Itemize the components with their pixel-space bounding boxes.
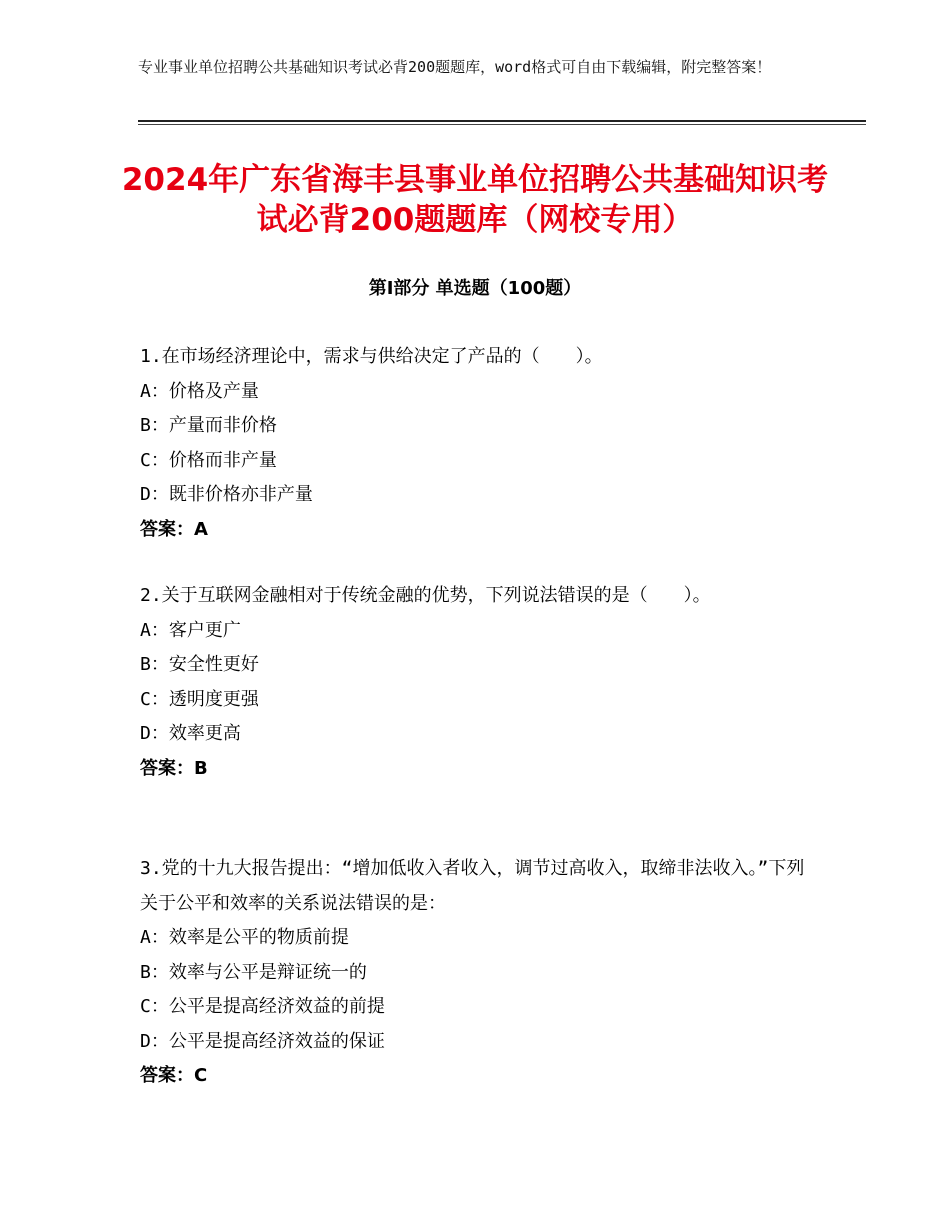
option-a: A：客户更广 xyxy=(140,619,241,641)
question-2 xyxy=(140,579,820,786)
answer-value: B xyxy=(194,757,208,779)
answer-label: 答案： xyxy=(140,518,194,540)
option-b: B：产量而非价格 xyxy=(140,415,277,436)
question-1 xyxy=(140,340,820,547)
option-d: D：效率更高 xyxy=(140,723,241,744)
question-3 xyxy=(140,852,820,1094)
header-rule-thick xyxy=(138,120,866,122)
option-d: D：公平是提高经济效益的保证 xyxy=(140,1030,385,1052)
answer-value: A xyxy=(194,518,208,540)
question-stem: 1.在市场经济理论中，需求与供给决定了产品的（ ）。 xyxy=(140,346,603,367)
option-c: C：价格而非产量 xyxy=(140,449,277,471)
answer-label: 答案： xyxy=(140,757,194,779)
answer-label: 答案： xyxy=(140,1065,194,1086)
option-b: B：效率与公平是辩证统一的 xyxy=(140,961,367,983)
option-d: D：既非价格亦非产量 xyxy=(140,484,313,505)
answer-value: C xyxy=(194,1065,208,1086)
header-rule-thin xyxy=(138,124,866,125)
answer-line xyxy=(140,1059,820,1094)
answer-line xyxy=(140,752,820,787)
question-stem: 3.党的十九大报告提出：“增加低收入者收入，调节过高收入，取缔非法收入。”下列关于公平和效率的关系说法错误的是： xyxy=(140,858,805,914)
header-note: 专业事业单位招聘公共基础知识考试必背200题题库，word格式可自由下载编辑，附完整答案！ xyxy=(138,58,772,76)
question-stem: 2.关于互联网金融相对于传统金融的优势，下列说法错误的是（ ）。 xyxy=(140,585,711,606)
option-c: C：透明度更强 xyxy=(140,688,259,710)
option-b: B：安全性更好 xyxy=(140,654,259,675)
answer-line xyxy=(140,513,820,548)
document-title: 2024年广东省海丰县事业单位招聘公共基础知识考试必背200题题库（网校专用） xyxy=(121,162,829,238)
option-a: A：价格及产量 xyxy=(140,380,259,402)
section-title: 第Ⅰ部分 单选题（100题） xyxy=(368,278,582,299)
option-a: A：效率是公平的物质前提 xyxy=(140,927,349,948)
option-c: C：公平是提高经济效益的前提 xyxy=(140,996,385,1017)
